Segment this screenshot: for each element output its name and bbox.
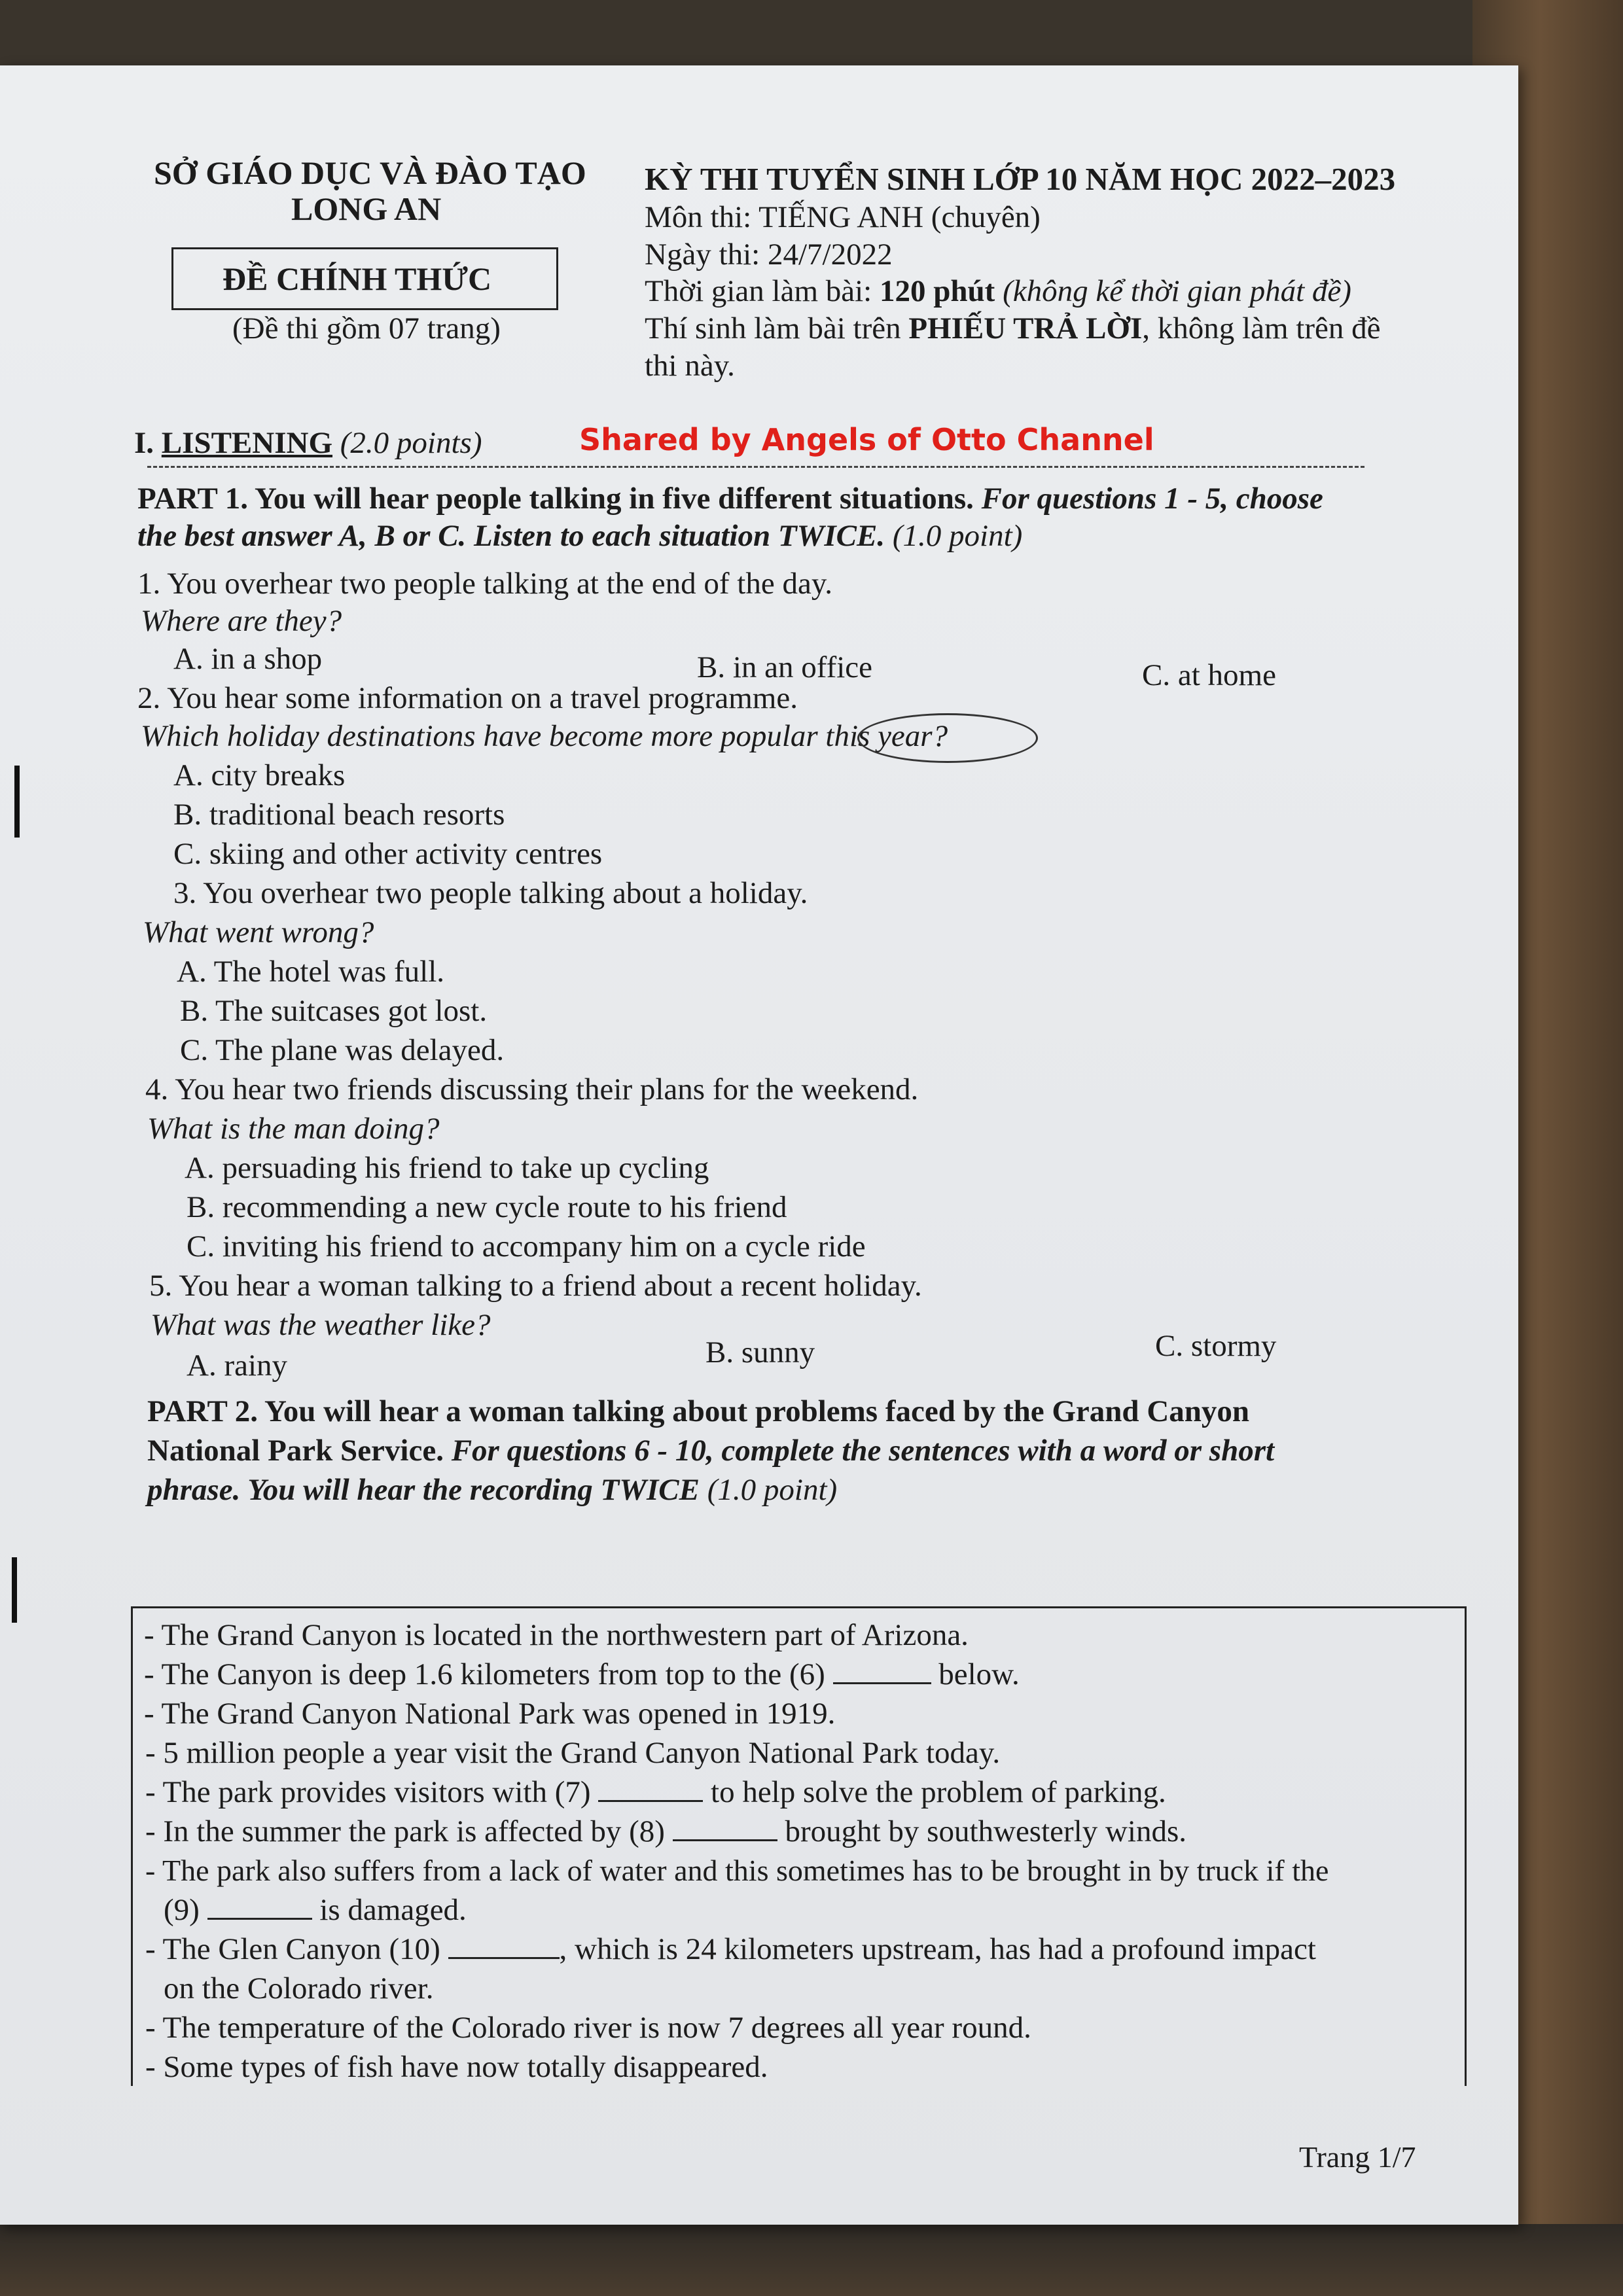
- part2-instruction-line1: PART 2. You will hear a woman talking about problems faced by the Grand Canyon: [147, 1394, 1250, 1428]
- exam-instruction: [645, 311, 1380, 346]
- blank-9[interactable]: [207, 1918, 312, 1920]
- exam-title: KỲ THI TUYỂN SINH LỚP 10 NĂM HỌC 2022–2023: [645, 161, 1396, 197]
- question-4-prompt: What is the man doing?: [147, 1112, 440, 1146]
- time-value: 120 phút: [880, 274, 995, 308]
- part2-line-2-end: below.: [931, 1657, 1020, 1691]
- part2-line-5: [145, 1775, 1166, 1810]
- part2-line-1: - The Grand Canyon is located in the northwestern part of Arizona.: [144, 1618, 969, 1652]
- part1-title: PART 1. You will hear people talking in five different situations.: [137, 482, 982, 516]
- exam-instruction-line2: thi này.: [645, 349, 735, 383]
- question-3-option-c[interactable]: C. The plane was delayed.: [180, 1033, 505, 1067]
- question-2-option-c[interactable]: C. skiing and other activity centres: [173, 837, 603, 871]
- watermark-text: Shared by Angels of Otto Channel: [579, 422, 1154, 457]
- part2-line-5-start: - The park provides visitors with (7): [145, 1775, 599, 1809]
- exam-date: Ngày thi: 24/7/2022: [645, 238, 893, 272]
- question-4-option-a[interactable]: A. persuading his friend to take up cycling: [185, 1151, 709, 1185]
- question-5-prompt: What was the weather like?: [151, 1308, 491, 1342]
- question-2-option-b[interactable]: B. traditional beach resorts: [173, 798, 505, 832]
- blank-8[interactable]: [673, 1839, 777, 1841]
- section-title: LISTENING: [161, 426, 333, 460]
- question-2-stem: 2. You hear some information on a travel programme.: [137, 681, 798, 715]
- instruction-bold: PHIẾU TRẢ LỜI: [908, 311, 1143, 345]
- part1-instruction-line2: [137, 518, 1022, 554]
- province-name: LONG AN: [291, 190, 442, 227]
- part2-line-8-end: is damaged.: [312, 1893, 467, 1927]
- part2-line-8: [164, 1892, 467, 1928]
- part2-line-8-start: (9): [164, 1893, 207, 1927]
- part2-points: (1.0 point): [707, 1473, 838, 1507]
- instruction-suffix: , không làm trên đề: [1142, 311, 1381, 345]
- part2-line-7: - The park also suffers from a lack of water and this sometimes has to be brought in by truck if the: [145, 1854, 1329, 1887]
- time-note: (không kể thời gian phát đề): [995, 274, 1351, 308]
- background-floor: [0, 2224, 1623, 2296]
- section-points: (2.0 points): [332, 426, 482, 460]
- question-5-stem: 5. You hear a woman talking to a friend about a recent holiday.: [149, 1269, 922, 1303]
- part1-directions: For questions 1 - 5, choose: [981, 482, 1323, 516]
- part2-line-11: - The temperature of the Colorado river is now 7 degrees all year round.: [145, 2011, 1031, 2045]
- question-4-stem: 4. You hear two friends discussing their plans for the weekend.: [145, 1072, 919, 1106]
- part2-line-12: - Some types of fish have now totally disappeared.: [145, 2050, 768, 2084]
- pages-note: (Đề thi gồm 07 trang): [232, 311, 501, 345]
- question-5-option-a[interactable]: A. rainy: [187, 1349, 288, 1383]
- part2-line-9-start: - The Glen Canyon (10): [145, 1932, 448, 1966]
- blank-10[interactable]: [448, 1957, 560, 1959]
- official-label: ĐỀ CHÍNH THỨC: [223, 260, 492, 297]
- question-3-prompt: What went wrong?: [143, 915, 374, 949]
- exam-time: [645, 274, 1351, 309]
- part2-line-9-end: , which is 24 kilometers upstream, has had a profound impact: [559, 1932, 1316, 1966]
- question-1-option-a[interactable]: A. in a shop: [173, 642, 323, 676]
- time-prefix: Thời gian làm bài:: [645, 274, 880, 308]
- question-4-option-c[interactable]: C. inviting his friend to accompany him on a cycle ride: [187, 1229, 866, 1263]
- part1-instruction-line1: [137, 481, 1323, 516]
- part2-directions-2: phrase. You will hear the recording TWICE: [147, 1473, 707, 1507]
- part2-instruction-line3: [147, 1472, 837, 1508]
- exam-subject-text: Môn thi: TIẾNG ANH (chuyên): [645, 200, 1041, 234]
- official-label-box: [171, 247, 558, 310]
- part2-line-9: [145, 1932, 1316, 1967]
- question-3-stem: 3. You overhear two people talking about a holiday.: [173, 876, 808, 910]
- question-1-option-c[interactable]: C. at home: [1142, 658, 1276, 692]
- pen-mark: [14, 766, 20, 838]
- question-2-option-a[interactable]: A. city breaks: [173, 758, 346, 792]
- part2-line-5-end: to help solve the problem of parking.: [703, 1775, 1166, 1809]
- part2-line-10: on the Colorado river.: [164, 1971, 434, 2005]
- question-1-prompt: Where are they?: [141, 604, 342, 638]
- part2-directions: For questions 6 - 10, complete the sentences with a word or short: [451, 1434, 1275, 1468]
- question-1-stem: 1. You overhear two people talking at the end of the day.: [137, 567, 833, 601]
- question-3-option-a[interactable]: A. The hotel was full.: [177, 955, 445, 989]
- part2-line-3: - The Grand Canyon National Park was opened in 1919.: [144, 1697, 836, 1731]
- exam-page: [0, 65, 1518, 2225]
- question-4-option-b[interactable]: B. recommending a new cycle route to his friend: [187, 1190, 787, 1224]
- question-5-option-c[interactable]: C. stormy: [1155, 1329, 1277, 1363]
- part2-line-6-end: brought by southwesterly winds.: [777, 1814, 1187, 1848]
- section-roman: I.: [134, 426, 162, 460]
- page-number: Trang 1/7: [1299, 2140, 1416, 2174]
- blank-7[interactable]: [598, 1800, 703, 1802]
- handwritten-circle: [857, 713, 1038, 763]
- question-5-option-b[interactable]: B. sunny: [705, 1335, 815, 1369]
- section-heading: [134, 425, 482, 461]
- part2-line-6: [145, 1814, 1186, 1849]
- question-2-prompt: Which holiday destinations have become more popular this year?: [141, 719, 948, 753]
- department-name: SỞ GIÁO DỤC VÀ ĐÀO TẠO: [154, 154, 586, 191]
- part2-line-2: [144, 1657, 1020, 1692]
- question-1-option-b[interactable]: B. in an office: [697, 650, 873, 684]
- part2-line-2-start: - The Canyon is deep 1.6 kilometers from top to the (6): [144, 1657, 833, 1691]
- part1-directions-2: the best answer A, B or C. Listen to each situation TWICE.: [137, 519, 893, 553]
- part2-instruction-line2: [147, 1433, 1274, 1468]
- pen-mark: [12, 1557, 17, 1623]
- part2-line-6-start: - In the summer the park is affected by (8): [145, 1814, 673, 1848]
- part1-points: (1.0 point): [892, 519, 1023, 553]
- part2-title-tail: National Park Service.: [147, 1434, 452, 1468]
- instruction-prefix: Thí sinh làm bài trên: [645, 311, 909, 345]
- question-3-option-b[interactable]: B. The suitcases got lost.: [180, 994, 488, 1028]
- header-divider: [147, 466, 1364, 468]
- blank-6[interactable]: [833, 1682, 931, 1684]
- exam-subject: [645, 200, 1041, 235]
- part2-line-4: - 5 million people a year visit the Grand Canyon National Park today.: [145, 1736, 1001, 1770]
